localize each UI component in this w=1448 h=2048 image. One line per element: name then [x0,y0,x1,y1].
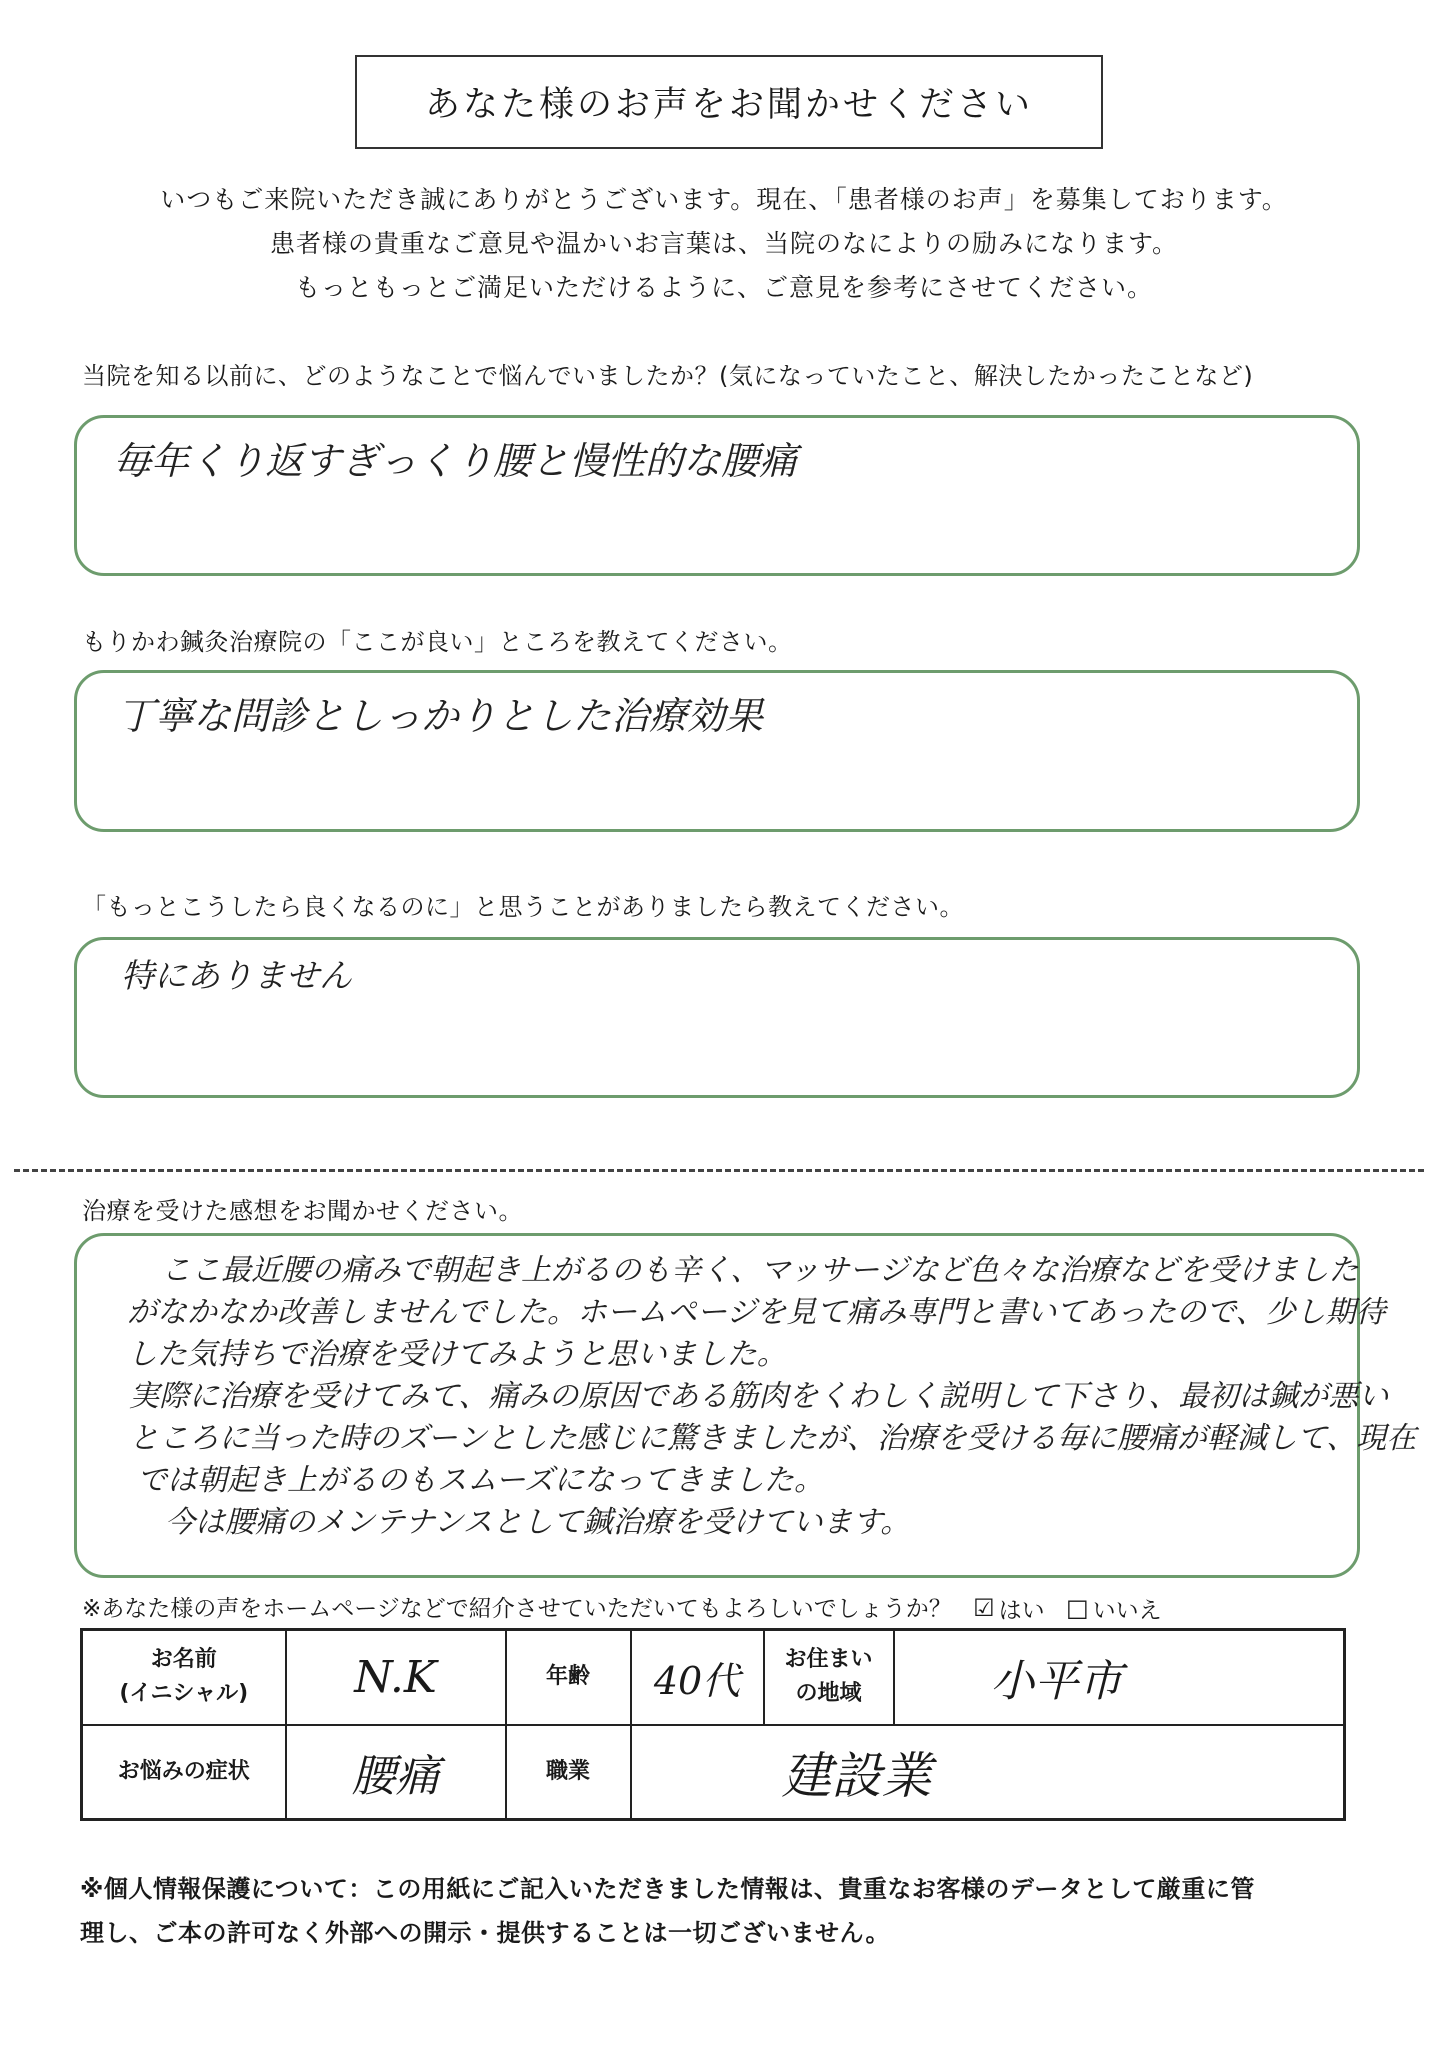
symptom-value[interactable]: 腰痛 [286,1725,506,1820]
publish-permission [82,1590,1162,1625]
symptom-label: お悩みの症状 [82,1725,286,1820]
impressions-line: した気持ちで治療を受けてみようと思いました。 [127,1337,787,1372]
impressions-label: 治療を受けた感想をお聞かせください。 [82,1197,523,1225]
permission-yes-label: はい [998,1597,1045,1624]
patient-info-table [80,1628,1346,1821]
impressions-answer-box[interactable] [74,1233,1417,1578]
impressions-line: では朝起き上がるのもスムーズになってきました。 [137,1463,824,1498]
permission-no-label: いいえ [1092,1597,1162,1624]
job-label: 職業 [506,1725,631,1820]
impressions-answer [117,1250,1416,1544]
intro-line: 患者様の貴重なご意見や温かいお言葉は、当院のなによりの励みになります。 [269,229,1178,258]
name-label: お名前 (イニシャル) [82,1630,286,1725]
publish-permission-question: ※あなた様の声をホームページなどで紹介させていただいてもよろしいでしょうか？ [82,1596,952,1622]
checked-checkbox-icon[interactable]: ☑ [973,1594,995,1622]
intro-text [0,178,1448,310]
privacy-line: ※個人情報保護について：この用紙にご記入いただきました情報は、貴重なお客様のデータとして厳重に管 [80,1875,1255,1903]
question-1-answer: 毎年くり返すぎっくり腰と慢性的な腰痛 [113,439,798,483]
job-value[interactable]: 建設業 [631,1725,1345,1820]
permission-no-option[interactable] [1066,1592,1162,1625]
age-value[interactable]: 40代 [631,1630,764,1725]
question-1-label: 当院を知る以前に、どのようなことで悩んでいましたか？(気になっていたこと、解決したかったことなど) [82,362,1254,390]
impressions-line: ここ最近腰の痛みで朝起き上がるのも辛く、マッサージなど色々な治療などを受けました [161,1253,1359,1288]
question-3-label: 「もっとこうしたら良くなるのに」と思うことがありましたら教えてください。 [82,893,964,921]
impressions-line: がなかなか改善しませんでした。ホームページを見て痛み専門と書いてあったので、少し期待 [127,1295,1386,1330]
intro-line: もっともっとご満足いただけるように、ご意見を参考にさせてください。 [294,273,1153,302]
unchecked-checkbox-icon[interactable]: □ [1065,1594,1089,1622]
question-3-answer-box[interactable] [74,937,1360,1098]
question-3-answer: 特にありません [121,956,352,995]
privacy-notice [80,1867,1370,1955]
area-value[interactable]: 小平市 [894,1630,1345,1725]
question-1-answer-box[interactable] [74,415,1360,576]
name-value[interactable]: N.K [286,1630,506,1725]
section-divider [14,1169,1424,1172]
page-title: あなた様のお声をお聞かせください [355,55,1103,149]
permission-yes-option[interactable] [973,1592,1045,1625]
impressions-line: 実際に治療を受けてみて、痛みの原因である筋肉をくわしく説明して下さり、最初は鍼が悪い [129,1379,1389,1414]
intro-line: いつもご来院いただき誠にありがとうございます。現在、「患者様のお声」を募集しております。 [160,185,1288,214]
question-2-answer-box[interactable] [74,670,1360,832]
age-label: 年齢 [506,1630,631,1725]
impressions-line: ところに当った時のズーンとした感じに驚きましたが、治療を受ける毎に腰痛が軽減して、現在 [129,1421,1417,1456]
question-2-label: もりかわ鍼灸治療院の「ここが良い」ところを教えてください。 [82,628,793,656]
impressions-line: 今は腰痛のメンテナンスとして鍼治療を受けています。 [165,1505,911,1540]
privacy-line: 理し、ご本の許可なく外部への開示・提供することは一切ございません。 [80,1919,890,1947]
question-2-answer: 丁寧な問診としっかりとした治療効果 [117,694,764,738]
area-label: お住まい の地域 [764,1630,894,1725]
